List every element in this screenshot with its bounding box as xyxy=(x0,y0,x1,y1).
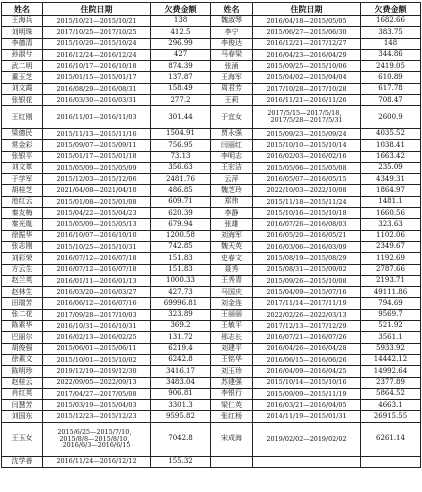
admission-dates: 2017/10/28—2017/10/28 xyxy=(253,83,361,94)
arrears-amount: 3483.04 xyxy=(151,377,211,388)
table-row xyxy=(2,151,421,162)
arrears-amount: 2349.67 xyxy=(361,241,421,252)
admission-dates: 2015/01/15—2015/01/17 xyxy=(43,72,151,83)
admission-dates: 2016/11/21—2016/11/26 xyxy=(253,95,361,106)
table-row xyxy=(2,298,421,309)
arrears-amount: 1192.69 xyxy=(361,253,421,264)
admission-dates: 2015/10/16—2015/10/18 xyxy=(253,208,361,219)
header-row xyxy=(2,3,421,16)
arrears-amount: 14992.64 xyxy=(361,366,421,377)
arrears-amount: 69996.81 xyxy=(151,298,211,309)
patient-name: 李明志 xyxy=(211,151,253,162)
patient-name: 陈明珍 xyxy=(2,366,43,377)
arrears-amount: 49111.86 xyxy=(361,287,421,298)
admission-dates: 2015/04/09—2015/07/16 xyxy=(253,287,361,298)
admission-dates: 2016/08/29—2016/08/31 xyxy=(43,83,151,94)
admission-dates: 2017/10/25—2017/10/25 xyxy=(43,27,151,38)
arrears-amount: 3301.3 xyxy=(151,400,211,411)
admission-dates: 2016/12/24—2016/12/24 xyxy=(43,49,151,60)
admission-dates: 2016/07/12—2016/07/18 xyxy=(43,264,151,275)
patient-name: 王红刚 xyxy=(2,106,43,129)
table-row xyxy=(2,354,421,365)
patient-name: 沈学善 xyxy=(2,456,43,467)
patient-name: 刘国东 xyxy=(2,411,43,422)
arrears-amount: 6219.4 xyxy=(151,343,211,354)
header-date-right: 住院日期 xyxy=(253,3,361,16)
table-row xyxy=(2,72,421,83)
arrears-amount: 620.39 xyxy=(151,208,211,219)
arrears-amount: 521.92 xyxy=(361,321,421,332)
table-row xyxy=(2,95,421,106)
admission-dates: 2017/09/28—2017/10/03 xyxy=(43,309,151,320)
patient-name: 刘彩荣 xyxy=(2,253,43,264)
admission-dates: 2019/12/19—2019/12/30 xyxy=(43,366,151,377)
arrears-amount: 427 xyxy=(151,49,211,60)
patient-name: 赵兰英 xyxy=(2,275,43,286)
arrears-amount: 5864.52 xyxy=(361,388,421,399)
patient-name: 李俊达 xyxy=(211,38,253,49)
admission-dates: 2015/04/02—2015/04/04 xyxy=(253,72,361,83)
admission-dates: 2015/01/08—2015/01/08 xyxy=(43,196,151,207)
patient-name: 徐素文 xyxy=(2,354,43,365)
patient-name: 李静 xyxy=(211,208,253,219)
admission-dates: 2016/04/26—2016/04/28 xyxy=(253,343,361,354)
patient-name: 周君芳 xyxy=(211,83,253,94)
patient-name: 张涌 xyxy=(211,61,253,72)
header-date-left: 住院日期 xyxy=(43,3,151,16)
admission-dates: 2017/11/14—2017/11/19 xyxy=(253,298,361,309)
patient-name: 肖红英 xyxy=(2,388,43,399)
table-row xyxy=(2,400,421,411)
patient-name: 巴丽尔 xyxy=(2,332,43,343)
arrears-amount: 742.85 xyxy=(151,241,211,252)
table-row xyxy=(2,321,421,332)
admission-dates xyxy=(253,106,361,129)
patient-name: 魏天英 xyxy=(211,241,253,252)
admission-dates: 2016/07/12—2016/07/18 xyxy=(43,253,151,264)
admission-dates: 2015/11/18—2015/11/24 xyxy=(253,196,361,207)
admission-dates xyxy=(253,456,361,467)
patient-name: 马春梁 xyxy=(211,49,253,60)
admission-dates: 2015/06/27—2015/06/30 xyxy=(253,27,361,38)
table-row xyxy=(2,196,421,207)
admission-dates: 2019/02/02—2019/02/02 xyxy=(253,422,361,456)
patient-name: 魏芝玲 xyxy=(211,185,253,196)
arrears-table xyxy=(1,2,421,468)
table-row xyxy=(2,38,421,49)
arrears-amount: 756.95 xyxy=(151,140,211,151)
admission-dates: 2016/10/07—2016/10/10 xyxy=(43,230,151,241)
table-row xyxy=(2,422,421,456)
patient-name: 刘金连 xyxy=(211,298,253,309)
arrears-amount: 1663.42 xyxy=(361,151,421,162)
table-row xyxy=(2,264,421,275)
patient-name: 王莉 xyxy=(211,95,253,106)
admission-dates: 2016/01/11—2016/01/13 xyxy=(43,275,151,286)
arrears-amount: 610.89 xyxy=(361,72,421,83)
admission-dates: 2021/04/08—2021/04/10 xyxy=(43,185,151,196)
admission-dates: 2015/12/03—2015/12/06 xyxy=(43,174,151,185)
admission-date-line: 2015/8/8—2015/8/10， xyxy=(59,434,134,443)
admission-dates: 2016/03/06—2016/03/09 xyxy=(253,241,361,252)
patient-name: 贾永强 xyxy=(211,128,253,139)
patient-name: 赵桂云 xyxy=(2,377,43,388)
admission-dates: 2015/01/17—2015/01/18 xyxy=(43,151,151,162)
table-row xyxy=(2,27,421,38)
patient-name: 胡俊强 xyxy=(2,343,43,354)
arrears-amount: 4663.1 xyxy=(361,400,421,411)
admission-dates: 2015/12/23—2015/12/23 xyxy=(43,411,151,422)
patient-name: 于宜女 xyxy=(211,106,253,129)
arrears-amount: 1660.56 xyxy=(361,208,421,219)
patient-name: 张银平 xyxy=(2,151,43,162)
arrears-amount: 2193.71 xyxy=(361,275,421,286)
table-row xyxy=(2,174,421,185)
admission-dates: 2017/04/27—2017/05/08 xyxy=(43,388,151,399)
admission-dates: 2016/03/21—2016/04/05 xyxy=(253,400,361,411)
arrears-amount: 151.83 xyxy=(151,253,211,264)
patient-name: 王宏洁 xyxy=(211,162,253,173)
patient-name: 刘明珠 xyxy=(2,27,43,38)
patient-name: 方云生 xyxy=(2,264,43,275)
admission-date-line: 2016/6/3—2016/6/15 xyxy=(62,441,131,450)
patient-name: 邢志长 xyxy=(211,332,253,343)
patient-name: 武二明 xyxy=(2,61,43,72)
admission-dates: 2015/10/01—2015/10/02 xyxy=(43,354,151,365)
admission-dates: 2015/10/10—2015/10/14 xyxy=(253,140,361,151)
admission-dates: 2016/06/15—2016/06/26 xyxy=(253,354,361,365)
arrears-amount: 9569.7 xyxy=(361,309,421,320)
arrears-amount: 277.2 xyxy=(151,95,211,106)
arrears-amount: 617.78 xyxy=(361,83,421,94)
table-row xyxy=(2,287,421,298)
admission-dates: 2016/12/21—2017/12/27 xyxy=(253,38,361,49)
arrears-amount: 344.86 xyxy=(361,49,421,60)
arrears-amount: 486.85 xyxy=(151,185,211,196)
table-row xyxy=(2,208,421,219)
arrears-amount: 131.72 xyxy=(151,332,211,343)
patient-name: 李银行 xyxy=(211,388,253,399)
patient-name: 刘文革 xyxy=(2,162,43,173)
arrears-amount: 323.89 xyxy=(151,309,211,320)
patient-name: 赵林生 xyxy=(2,287,43,298)
table-row xyxy=(2,219,421,230)
admission-dates: 2016/02/13—2016/02/25 xyxy=(43,332,151,343)
arrears-amount: 2481.76 xyxy=(151,174,211,185)
patient-name: 池红云 xyxy=(2,196,43,207)
patient-name: 苏建强 xyxy=(211,377,253,388)
admission-dates: 2016/05/20—2016/05/21 xyxy=(253,230,361,241)
admission-dates: 2016/11/24—2016/12/12 xyxy=(43,456,151,467)
patient-name: 常金彩 xyxy=(2,140,43,151)
patient-name: 张二花 xyxy=(2,309,43,320)
patient-name: 云萍 xyxy=(211,174,253,185)
arrears-amount: 1038.41 xyxy=(361,140,421,151)
arrears-amount: 1000.33 xyxy=(151,275,211,286)
table-row xyxy=(2,388,421,399)
admission-dates: 2015/10/14—2015/10/16 xyxy=(253,377,361,388)
table-row xyxy=(2,106,421,129)
patient-name: 李宁 xyxy=(211,27,253,38)
arrears-amount: 6261.14 xyxy=(361,422,421,456)
admission-dates: 2016/03/30—2016/03/31 xyxy=(43,95,151,106)
admission-dates: 2015/10/20—2015/10/24 xyxy=(43,38,151,49)
table-row xyxy=(2,253,421,264)
arrears-amount: 1682.66 xyxy=(361,16,421,27)
patient-name: 于学军 xyxy=(2,174,43,185)
patient-name: 史春文 xyxy=(211,253,253,264)
admission-dates: 2015/04/22—2015/04/23 xyxy=(43,208,151,219)
admission-dates: 2016/02/03—2016/02/16 xyxy=(253,151,361,162)
admission-dates: 2016/10/17—2016/10/18 xyxy=(43,61,151,72)
admission-date-line: 2017/5/28—2017/5/31 xyxy=(270,116,343,125)
admission-dates xyxy=(43,422,151,456)
arrears-amount xyxy=(361,456,421,467)
admission-dates: 2015/05/09—2015/05/13 xyxy=(43,219,151,230)
patient-name: 刘玉珍 xyxy=(211,366,253,377)
arrears-amount: 1102.06 xyxy=(361,230,421,241)
arrears-amount: 7042.8 xyxy=(151,422,211,456)
header-amount-left: 欠费金额 xyxy=(151,3,211,16)
table-row xyxy=(2,343,421,354)
admission-dates: 2015/11/13—2015/11/16 xyxy=(43,128,151,139)
table-row xyxy=(2,128,421,139)
arrears-amount: 874.39 xyxy=(151,61,211,72)
table-row xyxy=(2,309,421,320)
arrears-amount: 9595.82 xyxy=(151,411,211,422)
arrears-amount: 2787.66 xyxy=(361,264,421,275)
arrears-amount: 609.71 xyxy=(151,196,211,207)
table-row xyxy=(2,49,421,60)
patient-name: 王敏平 xyxy=(211,321,253,332)
admission-date-line: 2015/6/25—2015/7/10， xyxy=(57,428,136,437)
admission-dates: 2015/09/09—2015/11/19 xyxy=(253,388,361,399)
patient-name: 秦光胤 xyxy=(2,219,43,230)
table-row xyxy=(2,83,421,94)
table-row xyxy=(2,456,421,467)
patient-name: 张志刚 xyxy=(2,241,43,252)
table-row xyxy=(2,332,421,343)
patient-name xyxy=(211,456,253,467)
admission-dates: 2015/06/01—2015/06/11 xyxy=(43,343,151,354)
patient-name: 徐振华 xyxy=(2,230,43,241)
patient-name: 王海兵 xyxy=(2,16,43,27)
patient-name: 张银花 xyxy=(2,95,43,106)
table-row xyxy=(2,185,421,196)
table-row xyxy=(2,377,421,388)
arrears-amount: 73.13 xyxy=(151,151,211,162)
arrears-amount: 155.32 xyxy=(151,456,211,467)
admission-dates: 2016/10/31—2016/10/31 xyxy=(43,321,151,332)
arrears-amount: 148 xyxy=(361,38,421,49)
patient-name: 刘建平 xyxy=(211,343,253,354)
patient-name: 田瑞芳 xyxy=(2,298,43,309)
patient-name: 孙淑兮 xyxy=(2,49,43,60)
patient-name: 闫慧芳 xyxy=(2,400,43,411)
patient-name: 李德清 xyxy=(2,38,43,49)
arrears-amount: 2600.9 xyxy=(361,106,421,129)
table-row xyxy=(2,411,421,422)
patient-name: 马国庆 xyxy=(211,287,253,298)
admission-dates: 2016/11/01—2016/11/03 xyxy=(43,106,151,129)
patient-name: 宋成海 xyxy=(211,422,253,456)
header-name-right: 姓名 xyxy=(211,3,253,16)
table-row xyxy=(2,16,421,27)
patient-name: 梁德民 xyxy=(2,128,43,139)
patient-name: 王丽丽 xyxy=(211,309,253,320)
admission-dates: 2016/07/26—2016/08/03 xyxy=(253,219,361,230)
arrears-amount: 26915.55 xyxy=(361,411,421,422)
arrears-amount: 4349.31 xyxy=(361,174,421,185)
patient-name: 王秀青 xyxy=(211,275,253,286)
arrears-amount: 412.5 xyxy=(151,27,211,38)
arrears-amount: 296.99 xyxy=(151,38,211,49)
patient-name: 王铭华 xyxy=(211,354,253,365)
arrears-amount: 3561.1 xyxy=(361,332,421,343)
arrears-amount: 369.2 xyxy=(151,321,211,332)
admission-dates: 2014/11/19—2015/01/31 xyxy=(253,411,361,422)
patient-name: 张红杨 xyxy=(211,411,253,422)
arrears-amount: 151.83 xyxy=(151,264,211,275)
admission-dates: 2016/04/09—2016/04/25 xyxy=(253,366,361,377)
arrears-amount: 679.94 xyxy=(151,219,211,230)
arrears-amount: 2377.89 xyxy=(361,377,421,388)
patient-name: 闫丽红 xyxy=(211,140,253,151)
arrears-amount: 1504.91 xyxy=(151,128,211,139)
arrears-amount: 3416.17 xyxy=(151,366,211,377)
table-row xyxy=(2,230,421,241)
admission-dates: 2016/07/21—2016/07/26 xyxy=(253,332,361,343)
admission-dates: 2016/06/12—2016/07/16 xyxy=(43,298,151,309)
patient-name: 郑伟 xyxy=(211,196,253,207)
table-row xyxy=(2,366,421,377)
admission-dates: 2022/09/05—2022/09/13 xyxy=(43,377,151,388)
arrears-amount: 5933.92 xyxy=(361,343,421,354)
table-row xyxy=(2,162,421,173)
arrears-amount: 1864.97 xyxy=(361,185,421,196)
admission-dates: 2015/09/26—2015/10/08 xyxy=(253,275,361,286)
patient-name: 刘海军 xyxy=(211,230,253,241)
admission-dates: 2015/10/25—2015/10/31 xyxy=(43,241,151,252)
arrears-amount: 356.63 xyxy=(151,162,211,173)
arrears-amount: 138 xyxy=(151,16,211,27)
table-row xyxy=(2,275,421,286)
admission-dates: 2022/02/26—2022/03/13 xyxy=(253,309,361,320)
admission-dates: 2016/04/18—2015/05/05 xyxy=(253,16,361,27)
admission-dates: 2022/10/03—2022/10/08 xyxy=(253,185,361,196)
header-name-left: 姓名 xyxy=(2,3,43,16)
admission-dates: 2016/04/23—2016/04/29 xyxy=(253,49,361,60)
admission-dates: 2017/12/13—2017/12/29 xyxy=(253,321,361,332)
admission-dates: 2015/03/19—2015/04/03 xyxy=(43,400,151,411)
admission-dates: 2016/05/07—2016/05/15 xyxy=(253,174,361,185)
arrears-amount: 2419.05 xyxy=(361,61,421,72)
admission-dates: 2015/08/19—2015/08/29 xyxy=(253,253,361,264)
arrears-amount: 6242.8 xyxy=(151,354,211,365)
admission-dates: 2015/05/06—2015/05/08 xyxy=(253,162,361,173)
arrears-amount: 383.75 xyxy=(361,27,421,38)
table-row xyxy=(2,61,421,72)
patient-name: 刘文霞 xyxy=(2,83,43,94)
patient-name: 秦友梅 xyxy=(2,208,43,219)
admission-dates: 2015/10/21—2015/10/21 xyxy=(43,16,151,27)
arrears-amount: 708.47 xyxy=(361,95,421,106)
admission-date-line: 2017/5/15—2017/5/18， xyxy=(267,109,346,118)
table-row xyxy=(2,241,421,252)
table-row xyxy=(2,140,421,151)
patient-name: 梁仁英 xyxy=(211,400,253,411)
arrears-amount: 906.81 xyxy=(151,388,211,399)
patient-name: 董玉芝 xyxy=(2,72,43,83)
admission-dates: 2015/09/07—2015/09/11 xyxy=(43,140,151,151)
arrears-amount: 1200.58 xyxy=(151,230,211,241)
header-amount-right: 欠费金额 xyxy=(361,3,421,16)
patient-name: 魏淑琴 xyxy=(211,16,253,27)
patient-name: 陈素华 xyxy=(2,321,43,332)
admission-dates: 2016/03/20—2016/03/27 xyxy=(43,287,151,298)
admission-dates: 2015/09/23—2015/09/24 xyxy=(253,128,361,139)
arrears-amount: 235.09 xyxy=(361,162,421,173)
patient-name: 胡桂芝 xyxy=(2,185,43,196)
patient-name: 张雄 xyxy=(211,219,253,230)
arrears-amount: 323.63 xyxy=(361,219,421,230)
arrears-sheet xyxy=(1,2,420,490)
arrears-amount: 14442.12 xyxy=(361,354,421,365)
patient-name: 王海军 xyxy=(211,72,253,83)
arrears-amount: 794.69 xyxy=(361,298,421,309)
arrears-amount: 1481.1 xyxy=(361,196,421,207)
admission-dates: 2015/05/09—2015/05/09 xyxy=(43,162,151,173)
patient-name: 王玉女 xyxy=(2,422,43,456)
arrears-amount: 4035.52 xyxy=(361,128,421,139)
patient-name: 聂秀 xyxy=(211,264,253,275)
arrears-amount: 137.87 xyxy=(151,72,211,83)
arrears-amount: 301.44 xyxy=(151,106,211,129)
arrears-amount: 158.49 xyxy=(151,83,211,94)
admission-dates: 2015/09/25—2015/10/06 xyxy=(253,61,361,72)
admission-dates: 2015/08/31—2015/09/02 xyxy=(253,264,361,275)
arrears-amount: 427.73 xyxy=(151,287,211,298)
